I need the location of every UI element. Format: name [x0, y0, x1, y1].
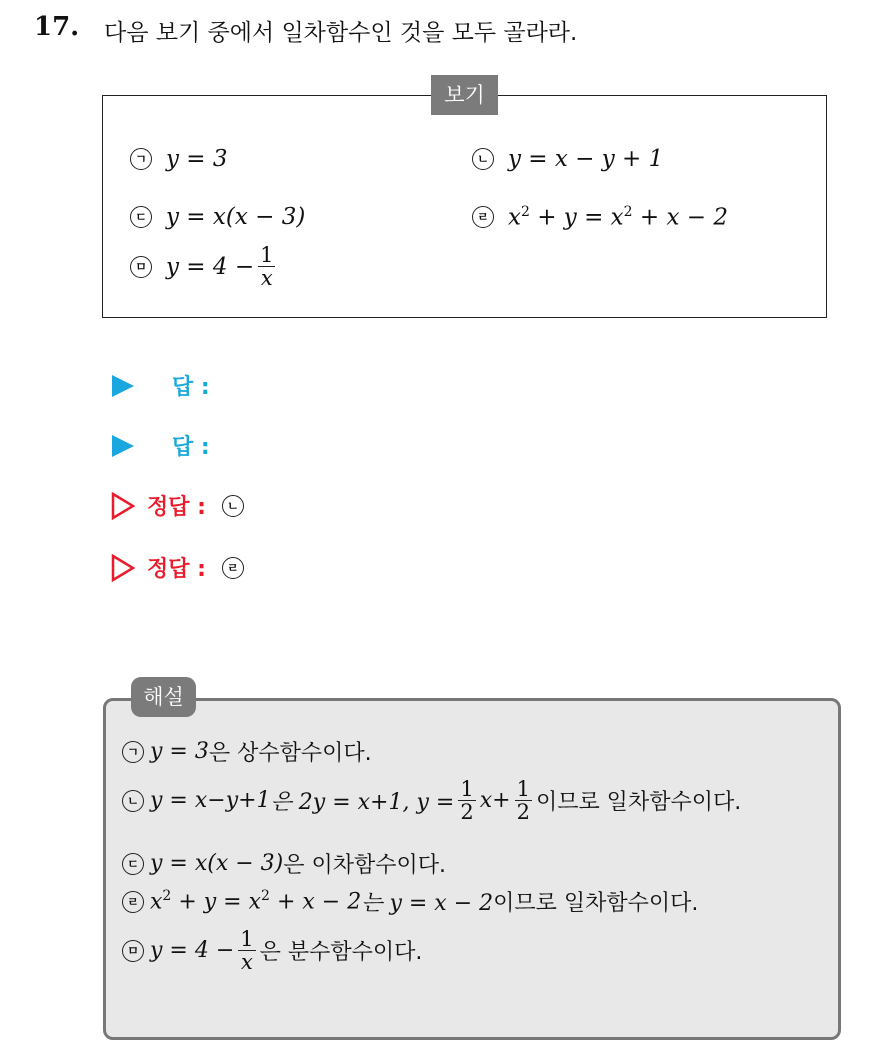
- answer-row-1: [112, 370, 210, 401]
- triangle-outline-icon: [111, 554, 135, 582]
- solution-line-4: [122, 886, 698, 917]
- circle-mark: ㄹ: [122, 891, 144, 913]
- solution-expr: 는 y = x − 2: [361, 891, 494, 916]
- solution-expr: 은 2y = x+1, y =: [270, 790, 455, 816]
- triangle-outline-icon: [111, 492, 135, 520]
- correct-row-2: [111, 552, 258, 583]
- answer-label: 답 :: [172, 375, 210, 400]
- circle-mark: ㄱ: [130, 148, 152, 170]
- correct-row-1: [111, 490, 258, 521]
- solution-expr: x+: [479, 788, 511, 814]
- bogi-expr: y = 4 −: [166, 253, 255, 280]
- play-icon: [112, 375, 134, 397]
- question-text: 다음 보기 중에서 일차함수인 것을 모두 골라라.: [104, 20, 578, 46]
- correct-label: 정답 :: [147, 557, 206, 582]
- question-number: 17.: [34, 12, 80, 42]
- correct-value: ㄹ: [222, 557, 244, 579]
- circle-mark: ㄴ: [472, 148, 494, 170]
- circle-mark: ㅁ: [130, 256, 152, 278]
- solution-expr: $x^2 + y = x^2 + x - 2$: [150, 888, 362, 915]
- circle-mark: ㄴ: [122, 790, 144, 812]
- correct-label: 정답 :: [147, 495, 206, 520]
- solution-expr: y = x(x − 3): [150, 851, 284, 876]
- solution-title: 해설: [131, 677, 196, 717]
- answer-label: 답 :: [172, 435, 210, 460]
- solution-text: 이므로 일차함수이다.: [535, 790, 742, 816]
- fraction: $\frac{1}{x}$: [260, 243, 274, 291]
- solution-expr: y = 4 −: [150, 938, 235, 964]
- circle-mark: ㄷ: [130, 206, 152, 228]
- bogi-expr: y = x − y + 1: [508, 146, 664, 172]
- answer-row-2: [112, 430, 210, 461]
- solution-text: 은 상수함수이다.: [208, 741, 372, 766]
- bogi-expr: y = 3: [166, 146, 228, 172]
- circle-mark: ㄹ: [472, 206, 494, 228]
- correct-value: ㄴ: [222, 495, 244, 517]
- solution-text: 은 이차함수이다.: [283, 853, 447, 878]
- bogi-item-3: [130, 204, 305, 230]
- bogi-item-5: [130, 244, 279, 289]
- fraction: $\frac{1}{2}$: [516, 777, 530, 825]
- solution-text: 이므로 일차함수이다.: [493, 891, 699, 916]
- play-icon: [112, 435, 134, 457]
- circle-mark: ㄱ: [122, 741, 144, 763]
- solution-expr: y = x−y+1: [150, 788, 271, 814]
- bogi-expr: $x^2 + y = x^2 + x - 2$: [508, 204, 728, 231]
- bogi-item-4: [472, 204, 728, 231]
- circle-mark: ㅁ: [122, 940, 144, 962]
- bogi-title: 보기: [431, 75, 498, 115]
- solution-expr: y = 3: [150, 739, 209, 764]
- solution-line-2: [122, 778, 741, 823]
- solution-line-1: [122, 736, 372, 767]
- solution-text: 은 분수함수이다.: [259, 940, 423, 966]
- fraction: $\frac{1}{2}$: [460, 777, 474, 825]
- bogi-item-2: [472, 146, 663, 172]
- fraction: $\frac{1}{x}$: [240, 927, 254, 975]
- bogi-expr: y = x(x − 3): [166, 204, 306, 230]
- solution-line-5: [122, 928, 422, 973]
- circle-mark: ㄷ: [122, 853, 144, 875]
- solution-line-3: [122, 848, 446, 879]
- bogi-item-1: [130, 146, 228, 172]
